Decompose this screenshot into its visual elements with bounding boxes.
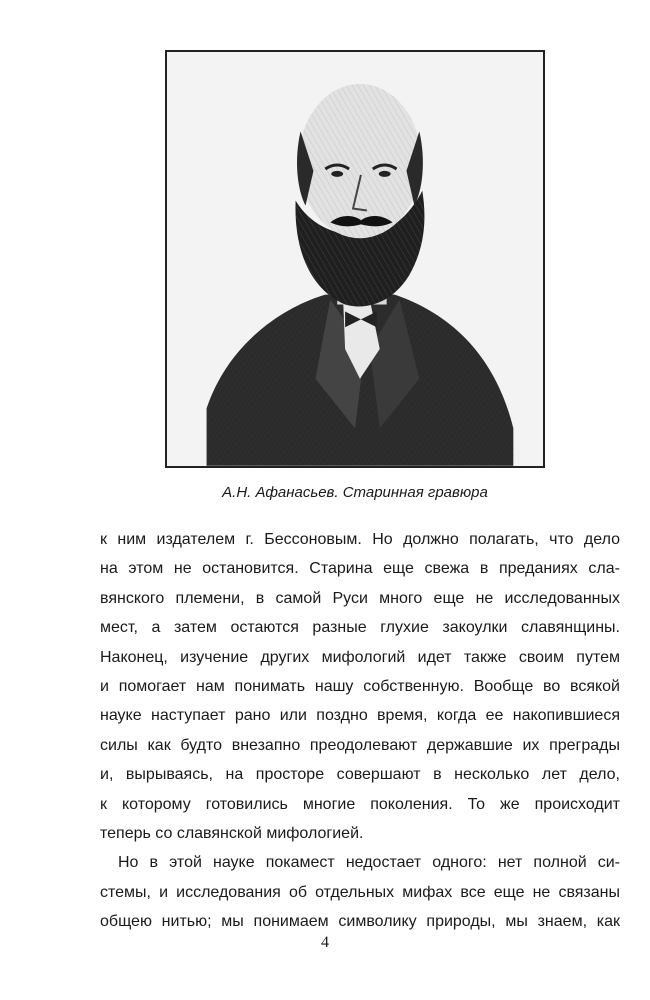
text-line: на этом не остановится. Старина еще свежа в преданиях сла- — [100, 560, 620, 578]
text-line: общею нитью; мы понимаем символику природы, мы знаем, как — [100, 913, 620, 931]
figure-caption: А.Н. Афанасьев. Старинная гравюра — [222, 484, 488, 501]
portrait-engraving — [165, 50, 545, 468]
text-line: и, вырываясь, на просторе совершают в несколько лет дело, — [100, 766, 620, 784]
text-line: к ним издателем г. Бессоновым. Но должно полагать, что дело — [100, 531, 620, 548]
text-line: теперь со славянской мифологией. — [100, 825, 364, 843]
text-line: силы как будто внезапно преодолевают державшие их преграды — [100, 736, 620, 754]
body-text — [100, 525, 620, 937]
text-line: вянского племени, в самой Руси много еще не исследованных — [100, 589, 620, 607]
text-line: к которому готовились многие поколения. То же происходит — [100, 795, 620, 813]
paragraph-first-line: Но в этой науке покамест недостает одного: нет полной си- — [118, 854, 620, 872]
text-line: стемы, и исследования об отдельных мифах все еще не связаны — [100, 883, 620, 901]
portrait-illustration — [167, 52, 543, 466]
text-line: науке наступает рано или поздно время, когда ее накопившиеся — [100, 707, 620, 725]
text-line: и помогает нам понимать нашу собственную. Вообще во всякой — [100, 678, 620, 696]
page-number: 4 — [321, 934, 329, 951]
text-line: мест, а затем остаются разные глухие закоулки славянщины. — [100, 619, 620, 637]
text-line: Наконец, изучение других мифологий идет также своим путем — [100, 648, 620, 666]
